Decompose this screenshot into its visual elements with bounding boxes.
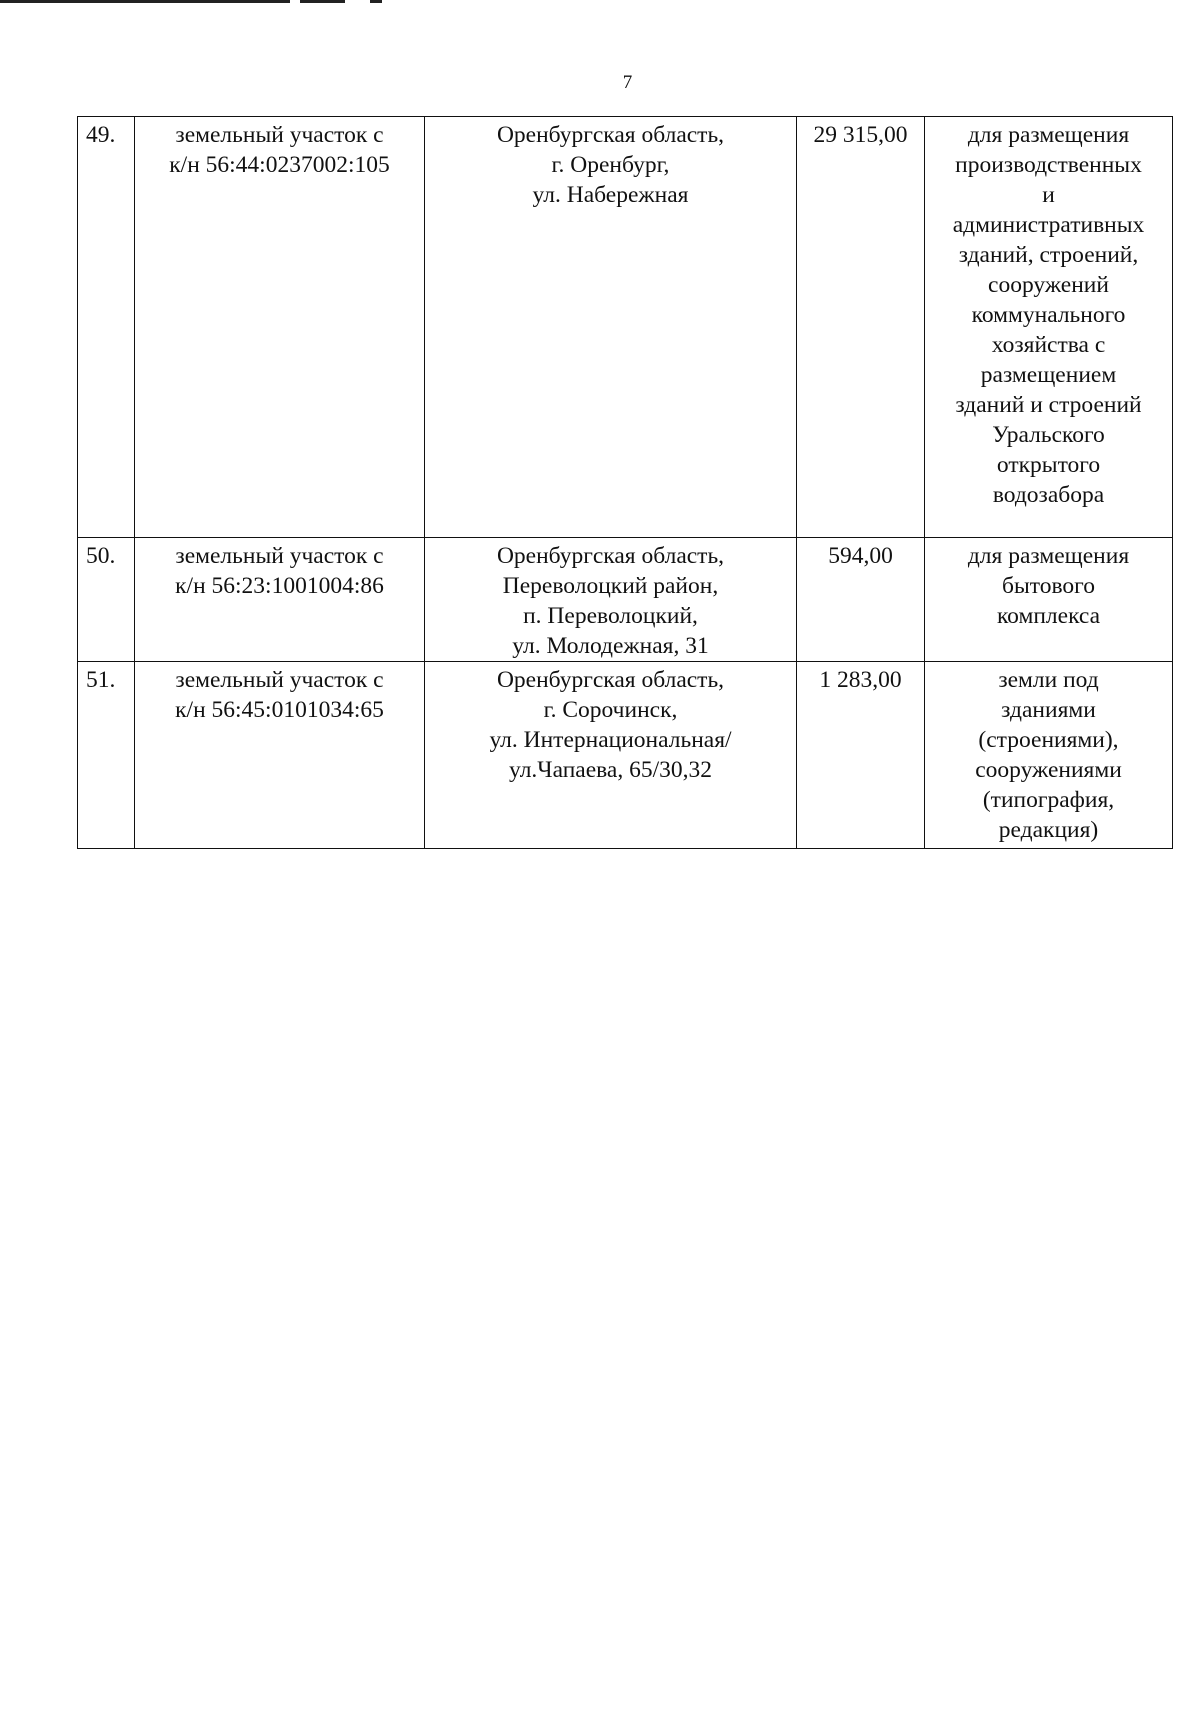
address-cell: Оренбургская область, г. Оренбург, ул. Набережная [425, 117, 797, 538]
page-number: 7 [622, 72, 633, 93]
table-row [78, 538, 1173, 662]
permitted-use-cell: для размещения производственных и административных зданий, строений, сооружений коммунального хозяйства с размещением зданий и строений Уральского открытого водозабора [925, 117, 1173, 538]
area-cell: 594,00 [797, 538, 925, 662]
row-number-cell: 50. [78, 538, 135, 662]
table-row [78, 662, 1173, 849]
permitted-use-cell: земли под зданиями (строениями), сооружениями (типография, редакция) [925, 662, 1173, 849]
area-cell: 29 315,00 [797, 117, 925, 538]
table-row [78, 117, 1173, 538]
object-cell: земельный участок с к/н 56:44:0237002:105 [135, 117, 425, 538]
address-cell: Оренбургская область, г. Сорочинск, ул. Интернациональная/ ул.Чапаева, 65/30,32 [425, 662, 797, 849]
land-plots-table [77, 116, 1173, 849]
scan-edge-marks [0, 0, 400, 6]
row-number-cell: 51. [78, 662, 135, 849]
address-cell: Оренбургская область, Переволоцкий район, п. Переволоцкий, ул. Молодежная, 31 [425, 538, 797, 662]
area-cell: 1 283,00 [797, 662, 925, 849]
row-number-cell: 49. [78, 117, 135, 538]
permitted-use-cell: для размещения бытового комплекса [925, 538, 1173, 662]
object-cell: земельный участок с к/н 56:45:0101034:65 [135, 662, 425, 849]
object-cell: земельный участок с к/н 56:23:1001004:86 [135, 538, 425, 662]
